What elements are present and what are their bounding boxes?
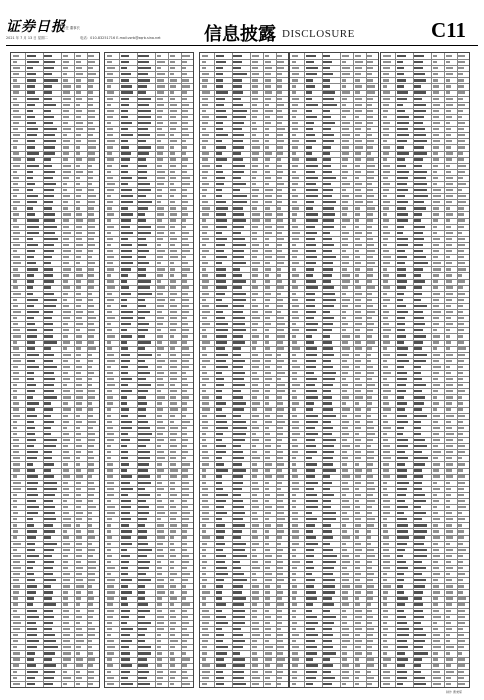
contact-line: 电话：010-83251716 E-mail:zzrb@zqrb.sina.net <box>80 36 161 40</box>
edition-label: 责任 董事长 <box>62 26 81 30</box>
issue-date: 2021 年 7 月 13 日 星期二 <box>6 36 48 40</box>
table-row <box>200 681 288 688</box>
table-row <box>105 681 193 688</box>
table-column-2 <box>104 52 194 688</box>
newspaper-logo: 证券日报 <box>6 19 66 35</box>
table-column-3 <box>199 52 289 688</box>
page-number: C11 <box>430 18 466 42</box>
section-title-english: DISCLOSURE <box>282 28 355 40</box>
table-column-1 <box>10 52 100 688</box>
section-title: 信息披露 <box>204 24 276 44</box>
table-row <box>381 681 469 688</box>
footer-note: 制作 曹秉琛 <box>446 690 462 694</box>
table-row <box>290 681 378 688</box>
table-column-4 <box>289 52 379 688</box>
table-column-5 <box>380 52 470 688</box>
table-row <box>11 681 99 688</box>
